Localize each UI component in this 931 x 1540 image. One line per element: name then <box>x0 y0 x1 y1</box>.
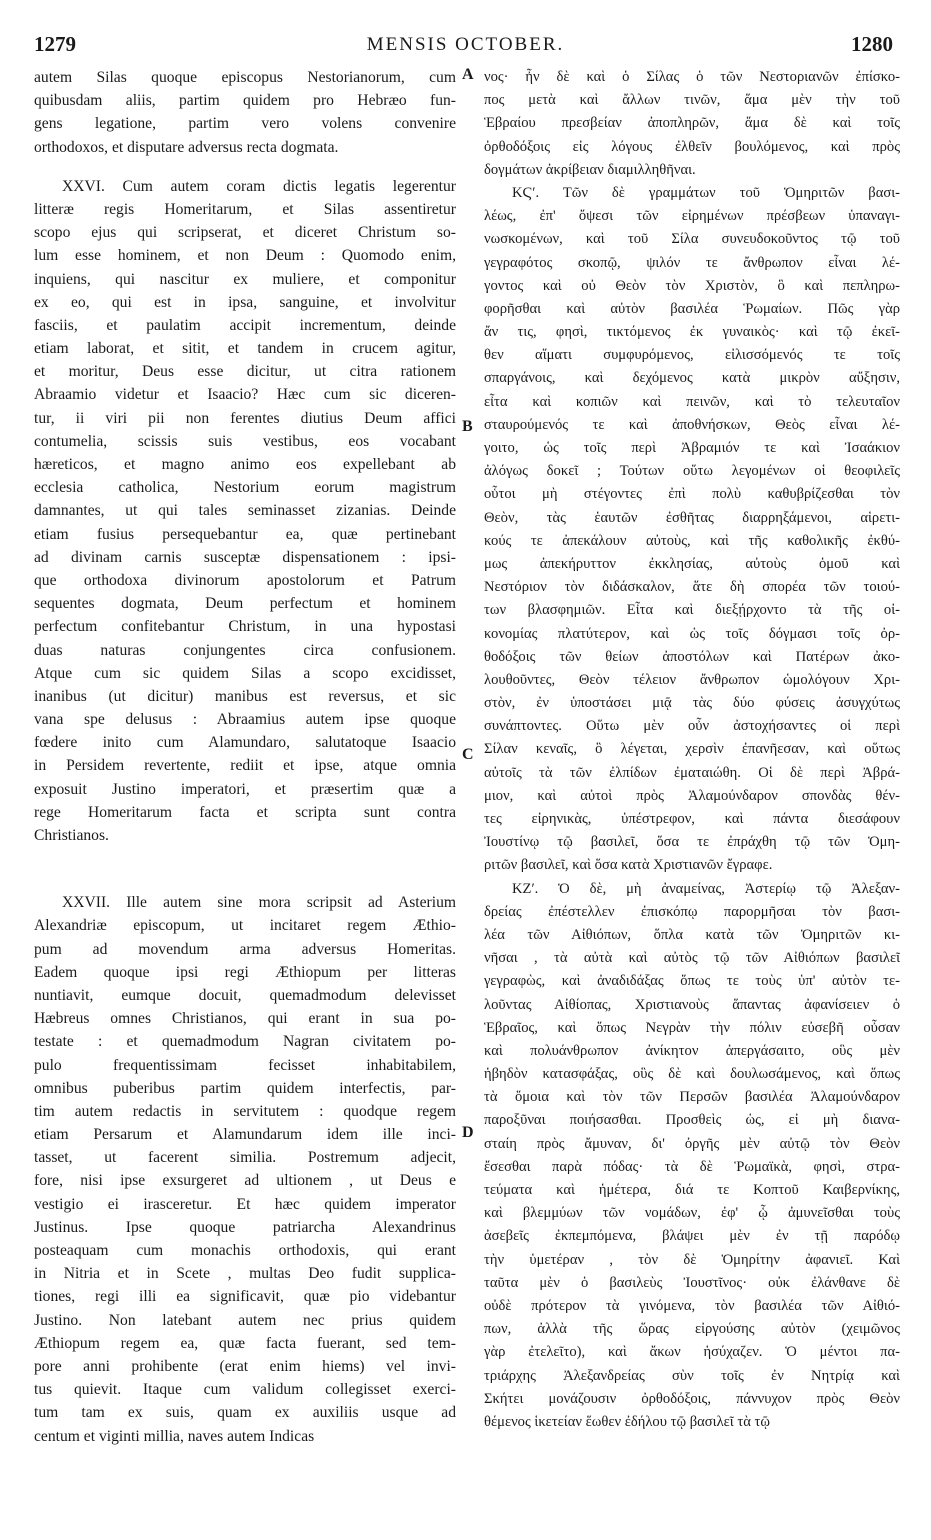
text-line: Σίλαν κεναῖς, ὃ λέγεται, χερσὶν ἐπανῆεσαν, καὶ οὕτως <box>484 741 900 758</box>
latin-paragraph <box>34 175 456 847</box>
text-line: orthodoxos, et disputare adversus recta dogmata. <box>34 138 339 156</box>
text-line: etiam laborat, et sitit, et tandem in crucem agitur, <box>34 340 456 358</box>
text-line: lum esse hominem, et non Deum : Quomodo enim, <box>34 247 456 265</box>
text-line: Σκήτει μονάζουσιν ὀρθοδόξοις, πάννυχον πρὸς Θεὸν <box>484 1390 900 1407</box>
text-line: οὗτοι μὴ στέγοντες ἐπὶ πολὺ καθυβρίζεσθαι τὸν <box>484 486 900 503</box>
text-line: vana spe delusus : Abraamius autem ipse quoque <box>34 711 456 729</box>
text-line: autem Silas quoque episcopus Nestorianorum, cum <box>34 69 456 86</box>
text-line: XXVI. Cum autem coram dictis legatis legerentur <box>62 177 456 195</box>
text-line: δογμάτων ἀκρίβειαν διαμιλληθῆναι. <box>484 161 696 178</box>
text-line: λουθοῦντες, Θεὸν τέλειον ἄνθρωπον ὡμολόγουν Χρι- <box>484 671 900 688</box>
text-line: centum et viginti millia, naves autem Indicas <box>34 1427 315 1445</box>
text-line: σπαργάνοις, καὶ δεχόμενος κατὰ μικρὸν αὔξησιν, <box>484 370 900 387</box>
text-line: exposuit Justino imperatori, et præsertim quæ a <box>34 780 456 798</box>
text-line: ἔσεσθαι παρὰ πόδας· τὰ δὲ Ῥωμαϊκὰ, φησὶ, στρα- <box>484 1158 900 1175</box>
text-line: gens legatione, partim vero volens convenire <box>34 115 456 133</box>
text-line: ταῦτα μὲν ὁ βασιλεὺς Ἰουστῖνος· οὐκ ἐλάνθανε δὲ <box>484 1274 900 1291</box>
text-line: in Nitria et in Scete , multas Deo fudit supplica- <box>34 1265 456 1283</box>
page-header <box>0 32 931 62</box>
text-line: tim autem redactis in servitutem : quodque regem <box>34 1102 456 1120</box>
text-line: θέμενος ἱκετείαν ἕωθεν ἐδήλου τῷ βασιλεῖ τὰ τῷ <box>484 1413 770 1430</box>
text-line: pore anni prohibente (erat enim hiems) vel invi- <box>34 1357 456 1375</box>
text-line: fœdere inito cum Alamundaro, salutatoque Isaacio <box>34 734 456 752</box>
margin-marker-d: D <box>462 1124 474 1141</box>
paragraph-gap <box>34 847 456 891</box>
text-line: Ἑβραίου πρεσβείαν ἀποπληρῶν, ἅμα δὲ καὶ τοῖς <box>484 115 900 132</box>
text-line: inquiens, qui nascitur ex muliere, et componitur <box>34 270 456 288</box>
text-line: νῆσαι , τὰ αὐτὰ καὶ αὐτὸς τῷ τῶν Αἰθιόπων βασιλεῖ <box>484 950 900 967</box>
text-line: κονομίας πλατύτερον, καὶ ὡς τοῖς δόγμασι τοῖς ὀρ- <box>484 625 900 642</box>
text-line: Justinus. Ipse quoque patriarcha Alexandrinus <box>34 1218 456 1236</box>
text-line: ΚϚʹ. Τῶν δὲ γραμμάτων τοῦ Ὁμηριτῶν βασι- <box>512 184 900 201</box>
text-line: contumelia, scissis suis vestibus, eos vocabant <box>34 432 456 450</box>
text-line: σταίη πρὸς ἄμυναν, δι' ὀργῆς μὲν αὐτῷ τὸν Θεὸν <box>484 1135 900 1152</box>
text-line: παροξῦναι ποιήσασθαι. Προσθεὶς ὡς, εἰ μὴ διανα- <box>484 1112 900 1129</box>
text-line: Ἰουστίνῳ τῷ βασιλεῖ, ὅσα τε ἐπράχθη τῷ τῶν Ὁμη- <box>484 834 900 851</box>
text-line: αὐτοῖς τὰ τῶν ἐλπίδων ἐματαιώθη. Οἱ δὲ περὶ Ἀβρά- <box>484 764 900 781</box>
text-line: νος· ἦν δὲ καὶ ὁ Σίλας ὁ τῶν Νεστοριανῶν ἐπίσκο- <box>484 69 900 85</box>
text-line: Atque cum sic quidem Silas a scopo excidisset, <box>34 664 456 682</box>
text-line: λοῦντας Αἰθίοπας, Χριστιανοὺς ἅπαντας ἀφανίσειεν ὁ <box>484 996 900 1013</box>
text-line: πος μετὰ καὶ ἄλλων τινῶν, ἅμα μὲν τὴν τοῦ <box>484 92 900 109</box>
text-line: quibusdam aliis, partim quidem pro Hebræo fun- <box>34 92 456 110</box>
margin-marker-b: B <box>462 418 473 435</box>
text-line: καὶ πολυάνθρωπον ἀνίκητον ἀπεργάσαιτο, οὓς μὲν <box>484 1042 900 1059</box>
page-number-right: 1280 <box>851 32 893 56</box>
text-line: tur, ii viri pii non ferentes diutius Deum affici <box>34 409 456 427</box>
text-line: θεν αἵματι συμφυρόμενος, εἰλισσόμενός τε τοῖς <box>484 347 900 364</box>
text-line: τὰ ὅμοια καὶ τὸν τῶν Περσῶν βασιλέα Ἀλαμούνδαρον <box>484 1089 900 1106</box>
text-line: λέα τῶν Αἰθιόπων, ὅπλα κατὰ τῶν Ὁμηριτῶν κι- <box>484 926 900 943</box>
text-line: fasciis, et paulatim accipit incrementum, deinde <box>34 316 456 334</box>
text-line: ἄν τις, φησὶ, τικτόμενος ἐκ γυναικὸς· καὶ τῷ ἐκεῖ- <box>484 324 900 341</box>
text-line: litteræ regis Homeritarum, et Silas assentiretur <box>34 200 456 218</box>
text-line: γοντος καὶ οὐ Θεὸν τὸν Χριστὸν, ὃ καὶ πεπληρω- <box>484 277 900 294</box>
text-line: Æthiopum regem ea, quæ facta fuerant, sed tem- <box>34 1334 456 1352</box>
text-line: γεγραφὼς, καὶ ἀναδιδάξας ὅπως τε τοὺς ὑπ' αὐτὸν τε- <box>484 973 900 990</box>
text-line: pum ad movendum arma adversus Homeritas. <box>34 940 456 958</box>
text-line: et moritur, Deus esse dicitur, ut citra rationem <box>34 363 456 381</box>
text-line: Abraamio videtur et Isaacio? Hæc cum sic diceren- <box>34 386 456 404</box>
text-line: Justino. Non latebant autem nec prius quidem <box>34 1311 456 1329</box>
text-line: σταυρούμενός τε καὶ ἀποθνήσκων, Θεὸς εἶναι λέ- <box>484 416 900 433</box>
text-line: nuntiavit, eumque docuit, quemadmodum delevisset <box>34 986 456 1004</box>
text-line: τριάρχης Ἀλεξανδρείας σὺν τοῖς ἐν Νητρίᾳ καὶ <box>484 1367 900 1384</box>
text-line: hæreticos, et magno animo eos expellebant ab <box>34 456 456 473</box>
margin-marker-c: C <box>462 746 474 763</box>
text-line: καὶ βλεμμύων τῶν νομάδων, ἐφ' ᾧ ἀμυνεῖσθαι τοὺς <box>484 1205 900 1222</box>
latin-paragraph <box>34 891 456 1448</box>
text-line: οὐδὲ πρότερον τὰ γινόμενα, τὸν βασιλέα τῶν Αἰθιό- <box>484 1297 900 1314</box>
text-line: γὰρ ἐτελεῖτο), καὶ ἄκων ἡσύχαζεν. Ὁ μέντοι πα- <box>484 1344 900 1361</box>
text-line: θοδόξοις τῶν θείων ἀποστόλων καὶ Πατέρων ἀκο- <box>484 648 900 665</box>
text-line: posteaquam cum monachis orthodoxis, qui erant <box>34 1242 456 1259</box>
text-line: Eadem quoque ipsi regi Æthiopum per litteras <box>34 963 456 981</box>
text-line: πων, ἀλλὰ τῆς ὥρας εἰργούσης αὐτὸν (χειμῶνος <box>484 1321 900 1338</box>
text-line: λέως, ἐπ' ὄψεσι τῶν εἰρημένων πρέσβεων ὑπαναγι- <box>484 208 900 225</box>
text-line: scopo ejus qui scripserat, et diceret Christum so- <box>34 224 456 242</box>
text-line: μιον, καὶ αὐτοὶ πρὸς Ἀλαμούνδαρον σπονδὰς θέν- <box>484 787 900 804</box>
text-line: Νεστόριον τὸν διδάσκαλον, ἅτε δὴ σπορέα τῶν τοιού- <box>484 579 900 596</box>
text-line: κούς τε ἀπεκάλουν αὐτοὺς, καὶ τῆς καθολικῆς ἐκθύ- <box>484 532 900 549</box>
text-line: pulo frequentissimam fecisset inhabitabilem, <box>34 1056 456 1074</box>
greek-paragraph <box>484 878 900 1435</box>
running-title: MENSIS OCTOBER. <box>366 34 565 55</box>
text-line: duas naturas conjungentes circa confusionem. <box>34 641 456 659</box>
text-line: γοιτο, ὡς τοῖς περὶ Ἀβραμιόν τε καὶ Ἰσαάκιον <box>484 440 900 456</box>
text-line: ad divinam carnis susceptæ dispensationem : ipsi- <box>34 548 456 566</box>
text-line: tiones, regi illi ea significavit, quæ pio videbantur <box>34 1288 456 1306</box>
text-line: etiam fusius persequebantur ea, quæ pertinebant <box>34 525 456 543</box>
text-line: μως ἀπεκήρυττον ἐκκλησίας, αὐτοὺς ὁμοῦ καὶ <box>484 555 900 572</box>
text-line: testate : et quemadmodum Nagran civitatem po- <box>34 1033 456 1051</box>
text-line: Christianos. <box>34 827 109 844</box>
margin-marker-a: A <box>462 66 474 83</box>
text-line: ὀρθοδόξοις εἰς λόγους ἐλθεῖν βουλόμενος, καὶ πρὸς <box>484 138 900 155</box>
text-line: que orthodoxa divinorum apostolorum et Patrum <box>34 571 456 589</box>
text-line: ΚΖʹ. Ὁ δὲ, μὴ ἀναμείνας, Ἀστερίῳ τῷ Ἀλεξαν- <box>512 880 900 897</box>
text-line: Hæbreus omnes Christianos, qui erant in sua po- <box>34 1010 456 1028</box>
text-line: ριτῶν βασιλεῖ, καὶ ὅσα κατὰ Χριστιανῶν ἔγραφε. <box>484 857 773 874</box>
text-line: ecclesia catholica, Nestorium eorum magistrum <box>34 479 456 497</box>
greek-column <box>484 66 900 1434</box>
text-line: γεγραφότος σκοπῷ, ψιλόν τε ἄνθρωπον εἶναι λέ- <box>484 254 900 271</box>
text-line: ἀλόγως δοκεῖ ; Τούτων οὕτω λεγομένων οἱ θεοφιλεῖς <box>484 463 900 480</box>
text-line: Ἑβραῖος, καὶ ὅπως Νεγρὰν τὴν πόλιν εὐσεβῆ οὖσαν <box>484 1019 900 1036</box>
text-line: omnibus puberibus partim quidem interfectis, par- <box>34 1079 456 1097</box>
text-line: inanibus (ut dicitur) manibus est reversus, et sic <box>34 687 456 705</box>
text-line: XXVII. Ille autem sine mora scripsit ad Asterium <box>62 894 456 912</box>
text-line: τες εἰρηνικὰς, ὑπέστρεφον, καὶ πάντα διεσάφουν <box>484 811 900 827</box>
text-line: Alexandriæ episcopum, ut incitaret regem Æthio- <box>34 917 456 935</box>
text-line: φορῆσθαι καὶ αὐτὸν βασιλέα Ῥωμαίων. Πῶς γὰρ <box>484 300 900 317</box>
text-line: tasset, ut facerent similia. Postremum adjecit, <box>34 1149 456 1167</box>
text-line: sequentes dogmata, Deum perfectum et hominem <box>34 595 456 613</box>
text-line: νωσκομένων, καὶ τοῦ Σίλα συνευδοκοῦντος τῷ τοῦ <box>484 231 900 248</box>
paragraph-gap <box>34 159 456 175</box>
text-line: vestigio ei irasceretur. Et hæc quidem imperator <box>34 1195 456 1213</box>
text-line: etiam Persarum et Alamundarum idem ille inci- <box>34 1126 456 1144</box>
text-line: tus quievit. Itaque cum validum collegisset exerci- <box>34 1381 456 1399</box>
text-line: των βλασφημιῶν. Εἶτα καὶ διεξῄρχοντο τὰ τῆς οἰ- <box>484 602 900 619</box>
text-line: rege Homeritarum facta et scripta sunt contra <box>34 803 456 821</box>
latin-paragraph <box>34 66 456 159</box>
text-line: τεύματα καὶ ἡμέτερα, διά τε Κοπτοῦ Καιβερνίκης, <box>484 1182 900 1198</box>
text-line: Θεὸν, τὰς ἑαυτῶν ἐσθῆτας διαρρηξάμενοι, αἱρετι- <box>484 509 900 526</box>
page-number-left: 1279 <box>34 32 76 56</box>
text-line: perfectum confitebantur Christum, in una hypostasi <box>34 618 456 636</box>
latin-column <box>34 66 456 1448</box>
text-line: εἶτα καὶ κοπιῶν καὶ πεινῶν, καὶ τὸ τελευταῖον <box>484 393 900 410</box>
text-line: τὴν ὑμετέραν , τὸν δὲ Ὁμηρίτην ἀφανιεῖ. Καὶ <box>484 1251 900 1268</box>
greek-paragraph <box>484 66 900 182</box>
text-line: fore, nisi ipse exsurgeret ad ultionem , ut Deus e <box>34 1172 456 1190</box>
greek-paragraph <box>484 182 900 878</box>
text-line: damnantes, ut qui tales seminasset zizanias. Deinde <box>34 502 456 520</box>
text-line: δρείας ἐπέστελλεν ἐπισκόπῳ παρορμῆσαι τὸν βασι- <box>484 903 900 920</box>
text-line: ἡβηδὸν κατασφάξας, οὓς δὲ καὶ δουλωσάμενος, καὶ ὅπως <box>484 1066 900 1083</box>
text-line: in Persidem revertente, rediit et ipse, atque omnia <box>34 757 456 775</box>
text-line: tum tam ex suis, quam ex auxiliis usque ad <box>34 1404 456 1422</box>
text-line: συνάπτοντες. Οὕτω μὲν οὖν ἀστοχήσαντες οἱ περὶ <box>484 718 900 735</box>
text-line: ἀσεβεῖς ἐκπεμπόμενα, βλάψει μὲν ἐν τῇ παρόδῳ <box>484 1228 900 1245</box>
text-line: στὸν, ἐν ὑποστάσει μιᾷ τὰς δύο φύσεις ἀσυγχύτως <box>484 695 900 712</box>
text-line: ex eo, qui est in ipsa, sanguine, et involvitur <box>34 293 456 311</box>
